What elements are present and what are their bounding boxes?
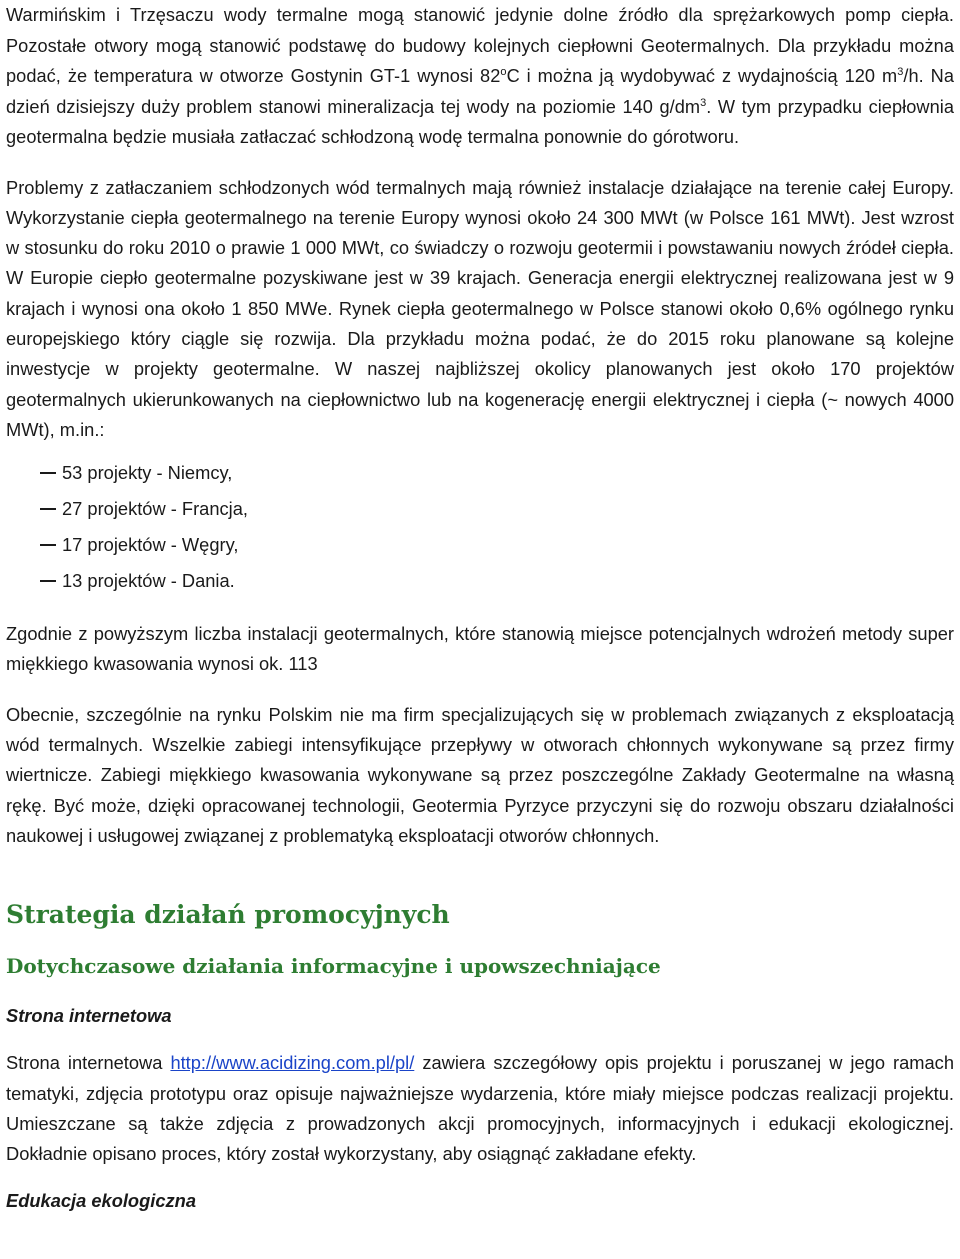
heading-website: Strona internetowa [6,1005,172,1027]
cubic-superscript: 3 [897,66,904,78]
list-item-text: 53 projekty - Niemcy, [62,462,233,484]
dash-bullet-icon [40,580,56,582]
text-segment: . W tym przypadku ciepłownia geotermalna będzie musiała zatłaczać schłodzoną wodę termalna ponownie do górotworu. [6,96,954,147]
list-item [6,491,954,527]
projects-list [6,455,954,599]
degree-superscript: o [500,66,507,78]
list-item-text: 17 projektów - Węgry, [62,534,239,556]
cubic-superscript: 3 [700,96,707,109]
text-segment: Strona internetowa [6,1052,171,1074]
heading-information-activities: Dotychczasowe działania informacyjne i upowszechniające [6,954,661,979]
heading-promotion-strategy: Strategia działań promocyjnych [6,900,450,930]
dash-bullet-icon [40,544,56,546]
text-segment: Warmińskim i Trzęsaczu wody termalne mogą stanowić jedynie dolne źródło dla sprężarkowych pomp ciepła. Pozostałe otwory mogą stanowić podstawę do budowy kolejnych ciepłowni Geotermalnych. Dla przykładu można podać, że temperatura w otworze Gostynin GT-1 wynosi 82 [6,5,954,86]
dash-bullet-icon [40,508,56,510]
list-item [6,563,954,599]
list-item-text: 13 projektów - Dania. [62,570,235,592]
text-segment: C i można ją wydobywać z wydajnością 120 m [506,66,898,86]
list-item [6,527,954,563]
list-item [6,455,954,491]
paragraph-europe-geothermal: Problemy z zatłaczaniem schłodzonych wód termalnych mają również instalacje działające na terenie całej Europy. Wykorzystanie ciepła geotermalnego na terenie Europy wynosi około 24 300 MWt (w Polsce 161 MWt). Jest wzrost w stosunku do roku 2010 o prawie 1 000 MWt, co świadczy o rozwoju geotermii i powstawaniu nowych źródeł ciepła. W Europie ciepło geotermalne pozyskiwane jest w 39 krajach. Generacja energii elektrycznej realizowana jest w 9 krajach i wynosi ona około 1 850 MWe. Rynek ciepła geotermalnego w Polsce stanowi około 0,6% ogólnego rynku europejskiego który ciągle się rozwija. Dla przykładu można podać, że do 2015 roku planowane są kolejne inwestycje w projekty geotermalne. W naszej najbliższej okolicy planowanych jest około 170 projektów geotermalnych ukierunkowanych na ciepłownictwo lub na kogenerację energii elektrycznej i ciepła (~ nowych 4000 MWt), m.in.: [6,176,954,440]
dash-bullet-icon [40,472,56,474]
website-link[interactable]: http://www.acidizing.com.pl/pl/ [170,1052,415,1074]
list-item-text: 27 projektów - Francja, [62,498,248,520]
paragraph-installations-count: Zgodnie z powyższym liczba instalacji geotermalnych, które stanowią miejsce potencjalnych wdrożeń metody super miękkiego kwasowania wynosi ok. 113 [6,623,954,675]
heading-eco-education: Edukacja ekologiczna [6,1190,196,1212]
paragraph-polish-market: Obecnie, szczególnie na rynku Polskim nie ma firm specjalizujących się w problemach związanych z eksploatacją wód termalnych. Wszelkie zabiegi intensyfikujące przepływy w otworach chłonnych wykonywane są przez firmy wiertnicze. Zabiegi miękkiego kwasowania wykonywane są przez poszczególne Zakłady Geotermalne na własną rękę. Być może, dzięki opracowanej technologii, Geotermia Pyrzyce przyczyni się do rozwoju obszaru działalności naukowej i usługowej związanej z problematyką eksploatacji otworów chłonnych. [6,703,954,846]
text-segment: /h. Na dzień dzisiejszy duży problem stanowi mineralizacja tej wody na poziomie 140 g/dm [6,66,954,117]
text-segment: zawiera szczegółowy opis projektu i poruszanej w jego ramach tematyki, zdjęcia prototypu oraz opisuje najważniejsze wydarzenia, które miały miejsce podczas realizacji projektu. Umieszczane są także zdjęcia z prowadzonych akcji promocyjnych, informacyjnych i edukacji ekologicznej. Dokładnie opisano proces, który został wykorzystany, aby osiągnąć zakładane efekty. [6,1052,954,1165]
paragraph-website [6,1048,954,1169]
paragraph-thermal-waters [6,0,954,153]
